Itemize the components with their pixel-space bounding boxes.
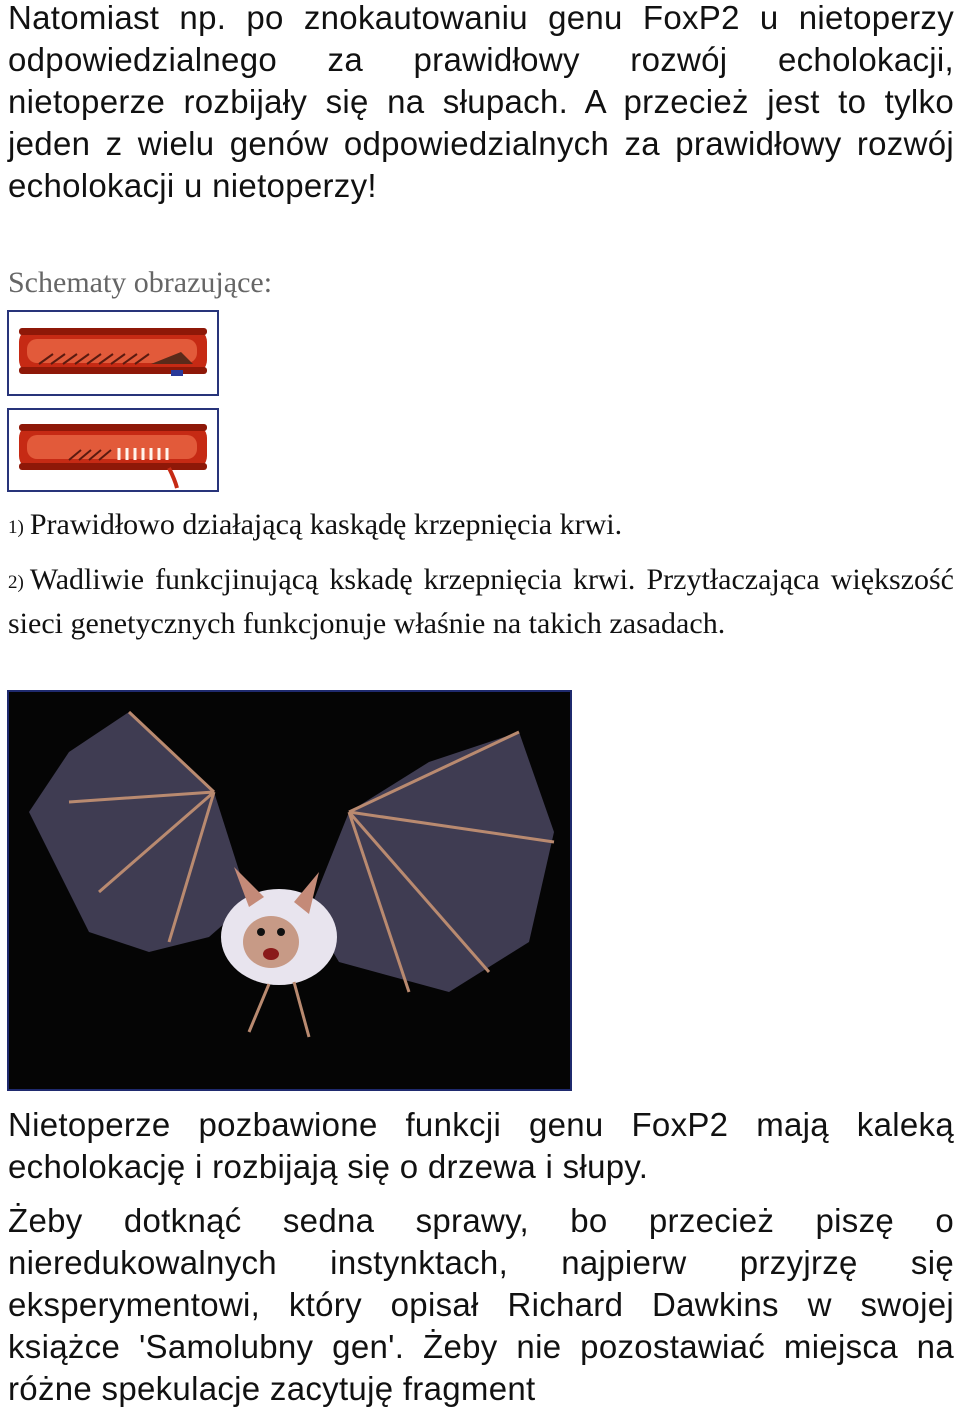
- caption-2-text: Wadliwie funkcjinującą kskadę krzepnięcia krwi. Przytłaczająca większość sieci genetycznych funkcjonuje właśnie na takich zasadach.: [8, 563, 954, 640]
- caption-2: [8, 559, 954, 644]
- caption-1: [8, 504, 954, 548]
- blood-vessel-faulty-icon: [9, 410, 217, 490]
- paragraph-bat: Nietoperze pozbawione funkcji genu FoxP2 mają kaleką echolokację i rozbijają się o drzewa i słupy.: [8, 1106, 954, 1185]
- caption-2-number: 2): [8, 572, 24, 593]
- bat-icon: [9, 692, 570, 1089]
- paragraph-intro: Natomiast np. po znokautowaniu genu FoxP2 u nietoperzy odpowiedzialnego za prawidłowy rozwój echolokacji, nietoperze rozbijały się na słupach. A przecież jest to tylko jeden z wielu genów odpowiedzialnych za prawidłowy rozwój echolokacji u nietoperzy!: [8, 0, 954, 204]
- caption-1-number: 1): [8, 517, 24, 538]
- diagram-normal-clotting: [7, 310, 219, 396]
- diagram-faulty-clotting: [7, 408, 219, 492]
- schemes-heading: Schematy obrazujące:: [8, 266, 273, 299]
- paragraph-dawkins: Żeby dotknąć sedna sprawy, bo przecież piszę o nieredukowalnych instynktach, najpierw przyjrzę się eksperymentowi, który opisał Richard Dawkins w swojej książce 'Samolubny gen'. Żeby nie pozostawiać miejsca na różne spekulacje zacytuję fragment: [8, 1202, 954, 1407]
- blood-vessel-normal-icon: [9, 312, 217, 394]
- caption-1-text: Prawidłowo działającą kaskądę krzepnięcia krwi.: [29, 508, 623, 541]
- bat-photo: [7, 690, 572, 1091]
